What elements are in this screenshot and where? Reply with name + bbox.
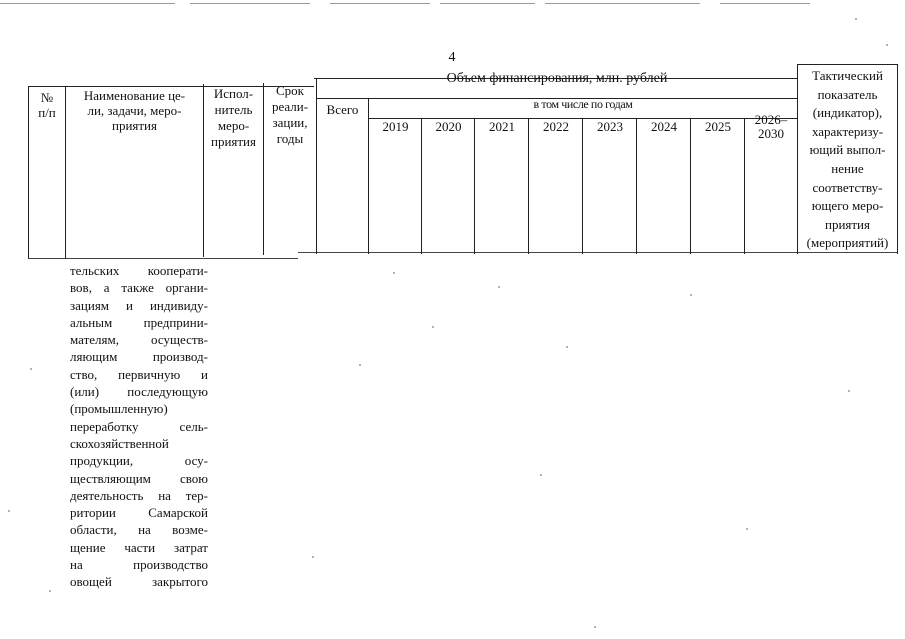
year-header: 2019 bbox=[382, 119, 409, 134]
scan-speck bbox=[49, 590, 51, 592]
scan-speck bbox=[8, 510, 10, 512]
year-divider bbox=[421, 118, 422, 254]
header-financing: Объем финансирования, млн. рублей bbox=[446, 71, 668, 86]
year-header: 2026– 2030 bbox=[754, 112, 788, 141]
year-header: 2024 bbox=[651, 119, 677, 134]
scan-edge-line bbox=[720, 3, 810, 4]
table-border-right bbox=[897, 64, 898, 254]
measure-description-text: тельских кооперати- вов, а также органи- зациям и индивиду- альным предприни- мателям, осуществ- ляющим производ- ство, первичную и (или) последующую (промышленную) переработку сель- скохозяйственной продукции, осу- ществляющим свою деятельность на тер- ритории Самарской области, на возме- щение части затрат на производство овощей закрытого bbox=[70, 263, 208, 590]
scan-speck bbox=[886, 44, 888, 46]
scan-speck bbox=[690, 294, 692, 296]
year-divider bbox=[474, 118, 475, 254]
year-divider bbox=[690, 118, 691, 254]
header-number: № п/п bbox=[38, 90, 56, 120]
year-divider bbox=[636, 118, 637, 254]
header-total: Всего bbox=[326, 102, 359, 117]
year-divider bbox=[582, 118, 583, 254]
scan-speck bbox=[566, 346, 568, 348]
page-number: 4 bbox=[448, 50, 456, 65]
year-header: 2025 bbox=[705, 119, 731, 134]
scan-speck bbox=[540, 474, 542, 476]
table-border-bottom bbox=[28, 258, 298, 259]
year-header: 2021 bbox=[489, 119, 515, 134]
table-border-top-indicator bbox=[797, 64, 898, 65]
header-by-years: в том числе по годам bbox=[533, 97, 633, 111]
year-header: 2020 bbox=[435, 119, 462, 134]
header-executor: Испол- нитель меро- приятия bbox=[210, 86, 256, 149]
scan-speck bbox=[312, 556, 314, 558]
year-header: 2022 bbox=[543, 119, 569, 134]
scan-speck bbox=[393, 272, 395, 274]
scan-speck bbox=[594, 626, 596, 628]
scan-speck bbox=[432, 326, 434, 328]
scan-speck bbox=[359, 364, 361, 366]
header-indicator: Тактический показатель (индикатор), характеризу- ющий выпол- нение соответству- ющего меро- приятия (мероприятий) bbox=[806, 68, 889, 251]
scan-speck bbox=[855, 18, 857, 20]
scan-edge-line bbox=[190, 3, 310, 4]
header-term: Срок реали- зации, годы bbox=[271, 83, 309, 146]
years-header-divider bbox=[369, 118, 797, 119]
scan-speck bbox=[746, 528, 748, 530]
year-divider bbox=[528, 118, 529, 254]
scan-speck bbox=[848, 390, 850, 392]
year-header: 2023 bbox=[597, 119, 623, 134]
scan-edge-line bbox=[440, 3, 535, 4]
scan-speck bbox=[30, 368, 32, 370]
scan-edge-line bbox=[330, 3, 430, 4]
header-name: Наименование це- ли, задачи, меро- приятия bbox=[83, 88, 186, 133]
scan-speck bbox=[498, 286, 500, 288]
scan-edge-line bbox=[0, 3, 175, 4]
scan-edge-line bbox=[545, 3, 700, 4]
